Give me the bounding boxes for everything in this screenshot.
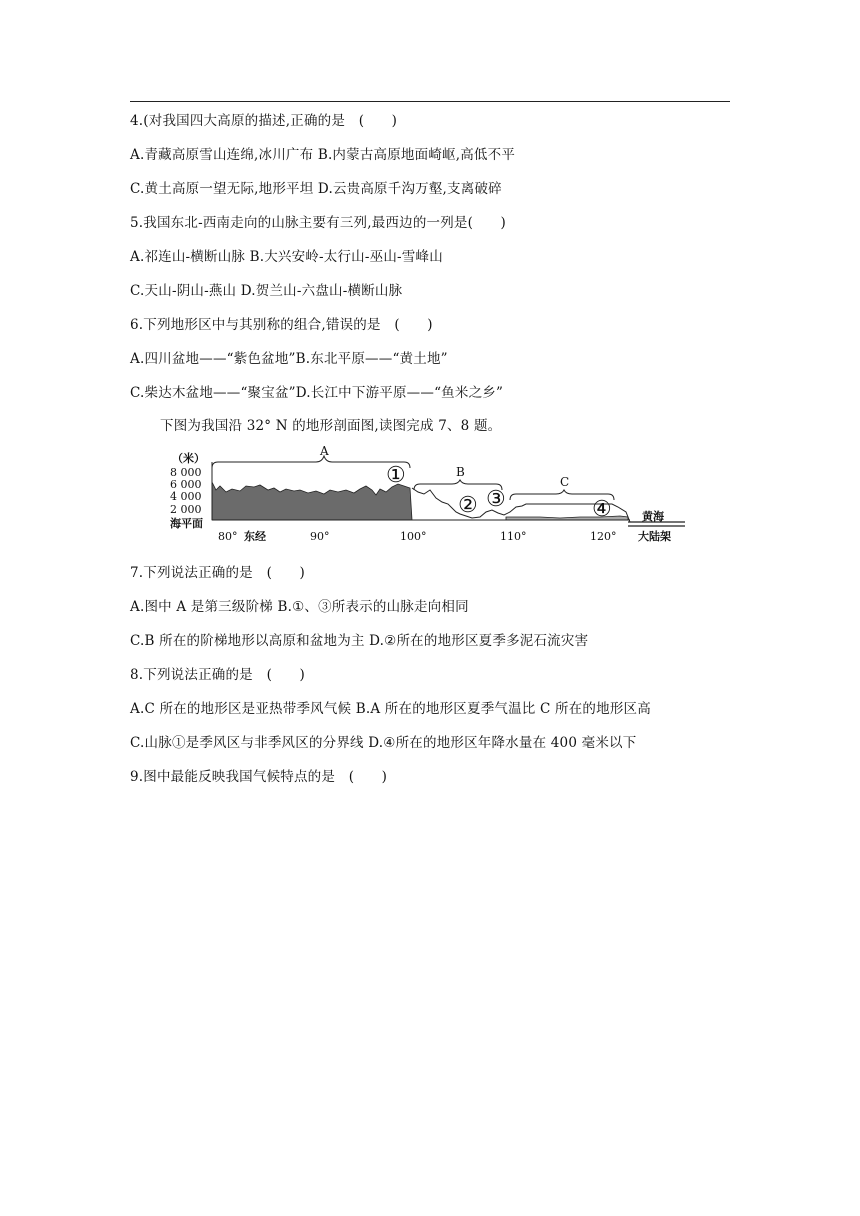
question-4-options-ab: A.青藏高原雪山连绵,冰川广布 B.内蒙古高原地面崎岖,高低不平: [130, 147, 516, 163]
x-tick-100: 100°: [400, 530, 427, 543]
marker-4: ④: [592, 497, 612, 522]
question-9-stem: 9.图中最能反映我国气候特点的是 ( ): [130, 769, 388, 785]
x-tick-110: 110°: [500, 530, 527, 543]
marker-2: ②: [458, 493, 478, 518]
terrain-profile-figure: [160, 440, 700, 552]
brace-a: [212, 456, 410, 468]
question-5-stem: 5.我国东北-西南走向的山脉主要有三列,最西边的一列是( ): [130, 215, 506, 231]
region-c-label: C: [560, 475, 570, 489]
question-7-options-ab: A.图中 A 是第三级阶梯 B.①、③所表示的山脉走向相同: [130, 599, 469, 615]
y-tick-4000: 4 000: [170, 490, 202, 503]
region-a-terrain: [212, 482, 412, 520]
question-6-stem: 6.下列地形区中与其别称的组合,错误的是 ( ): [130, 317, 433, 333]
x-tick-90: 90°: [310, 530, 330, 543]
region-a-label: A: [320, 444, 329, 458]
question-5-options-cd: C.天山-阴山-燕山 D.贺兰山-六盘山-横断山脉: [130, 283, 403, 299]
y-axis-unit: （米）: [172, 452, 205, 465]
question-4-options-cd: C.黄土高原一望无际,地形平坦 D.云贵高原千沟万壑,支离破碎: [130, 181, 502, 197]
shelf-label: 大陆架: [638, 530, 671, 543]
question-8-options-ab: A.C 所在的地形区是亚热带季风气候 B.A 所在的地形区夏季气温比 C 所在的地形区高: [130, 701, 651, 717]
header-rule: [130, 101, 730, 102]
y-tick-8000: 8 000: [170, 466, 202, 479]
figure-intro: 下图为我国沿 32° N 的地形剖面图,读图完成 7、8 题。: [160, 418, 502, 434]
marker-1: ①: [386, 463, 406, 488]
question-4-stem: 4.(对我国四大高原的描述,正确的是 ( ): [130, 113, 398, 129]
y-tick-2000: 2 000: [170, 503, 202, 516]
y-tick-6000: 6 000: [170, 478, 202, 491]
question-5-options-ab: A.祁连山-横断山脉 B.大兴安岭-太行山-巫山-雪峰山: [130, 249, 443, 265]
sea-level-label: 海平面: [170, 517, 203, 530]
question-6-options-ab: A.四川盆地——“紫色盆地”B.东北平原——“黄土地”: [130, 351, 448, 367]
marker-3: ③: [486, 487, 506, 512]
x-tick-120: 120°: [590, 530, 617, 543]
question-8-options-cd: C.山脉①是季风区与非季风区的分界线 D.④所在的地形区年降水量在 400 毫米以下: [130, 735, 637, 751]
x-tick-80: 80°: [218, 530, 238, 543]
question-7-stem: 7.下列说法正确的是 ( ): [130, 565, 305, 581]
region-b-label: B: [456, 465, 465, 479]
question-8-stem: 8.下列说法正确的是 ( ): [130, 667, 305, 683]
x-axis-unit: 东经: [244, 530, 266, 543]
question-6-options-cd: C.柴达木盆地——“聚宝盆”D.长江中下游平原——“鱼米之乡”: [130, 385, 504, 401]
question-7-options-cd: C.B 所在的阶梯地形以高原和盆地为主 D.②所在的地形区夏季多泥石流灾害: [130, 633, 589, 649]
sea-label: 黄海: [642, 510, 664, 523]
